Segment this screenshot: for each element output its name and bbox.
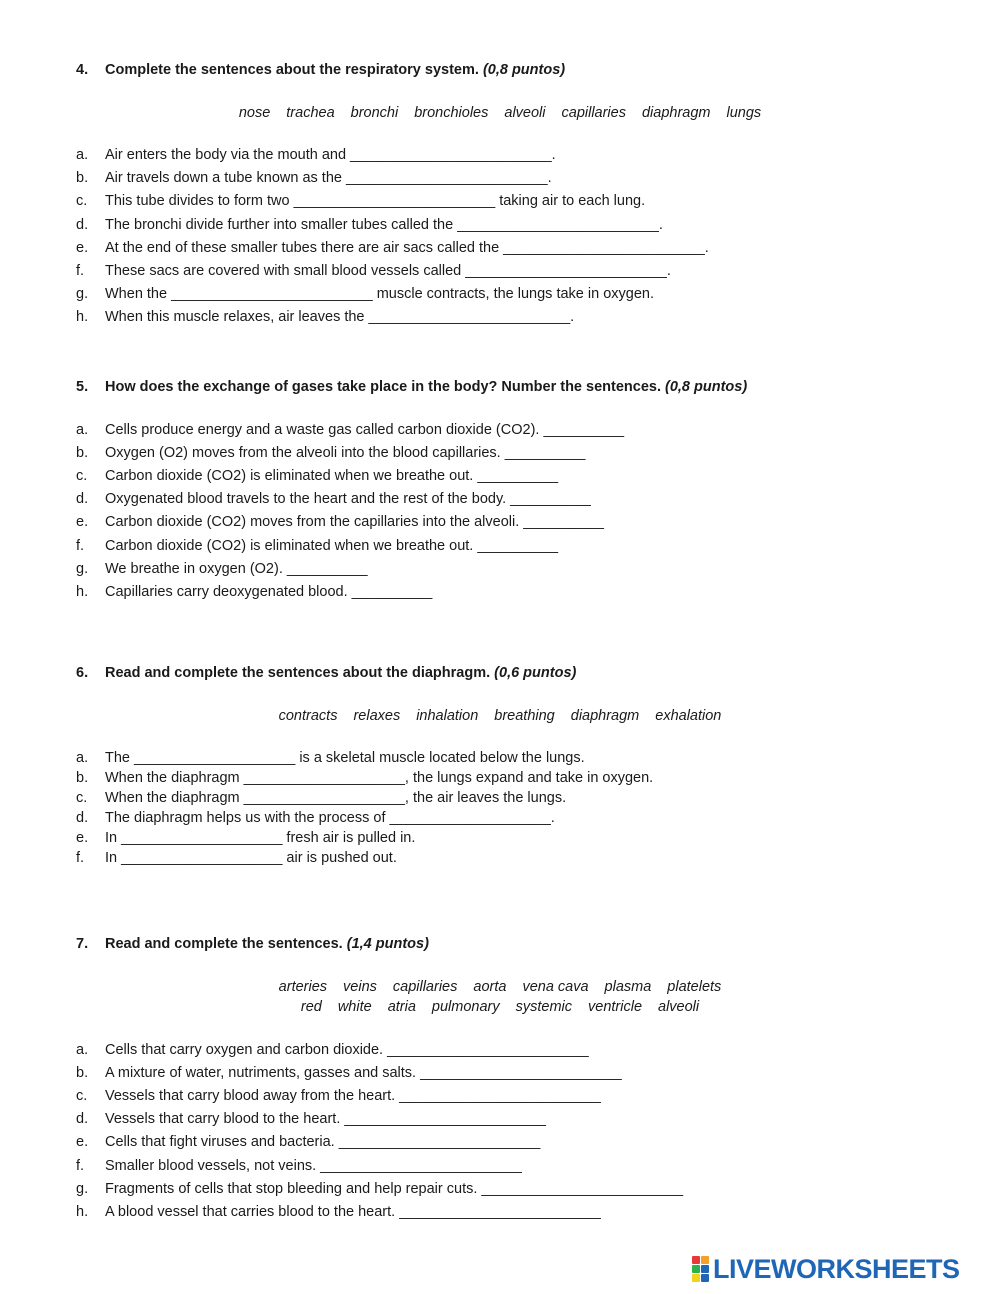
word-bank-q7-row2 bbox=[0, 999, 1000, 1015]
sentence-item bbox=[76, 170, 552, 186]
question-6-title bbox=[76, 665, 576, 681]
item-text: Oxygenated blood travels to the heart and the rest of the body. __________ bbox=[105, 491, 591, 508]
item-letter: a. bbox=[76, 147, 89, 163]
item-letter: d. bbox=[76, 810, 89, 826]
logo-square bbox=[701, 1274, 709, 1282]
word-bank-word: contracts bbox=[278, 708, 338, 724]
item-letter: b. bbox=[76, 170, 89, 187]
item-text: These sacs are covered with small blood vessels called _________________________. bbox=[105, 263, 671, 279]
item-text: In ____________________ fresh air is pulled in. bbox=[105, 830, 416, 846]
item-letter: h. bbox=[76, 1203, 89, 1220]
question-5-title bbox=[76, 379, 747, 395]
item-letter: f. bbox=[76, 263, 85, 279]
item-letter: b. bbox=[76, 445, 89, 462]
item-text: Capillaries carry deoxygenated blood. __________ bbox=[105, 583, 433, 600]
item-text: Cells produce energy and a waste gas called carbon dioxide (CO2). __________ bbox=[105, 422, 625, 438]
sentence-item bbox=[76, 309, 574, 325]
sentence-item bbox=[76, 790, 566, 806]
sentence-item bbox=[76, 217, 663, 233]
item-letter: h. bbox=[76, 309, 89, 326]
item-text: A blood vessel that carries blood to the heart. _________________________ bbox=[105, 1203, 601, 1220]
sentence-item bbox=[76, 1065, 622, 1081]
sentence-item bbox=[76, 263, 671, 279]
item-text: Carbon dioxide (CO2) is eliminated when we breathe out. __________ bbox=[105, 468, 559, 485]
item-letter: e. bbox=[76, 239, 89, 256]
item-text: Cells that fight viruses and bacteria. _________________________ bbox=[105, 1134, 541, 1151]
logo-square bbox=[701, 1256, 709, 1264]
question-points: (0,8 puntos) bbox=[482, 62, 566, 78]
item-text: Smaller blood vessels, not veins. _________________________ bbox=[105, 1157, 522, 1174]
item-text: Carbon dioxide (CO2) moves from the capillaries into the alveoli. __________ bbox=[105, 514, 604, 531]
sentence-item bbox=[76, 1088, 601, 1104]
sentence-item bbox=[76, 240, 709, 256]
word-bank-word: red bbox=[300, 999, 322, 1015]
word-bank-word: systemic bbox=[515, 999, 573, 1015]
item-letter: e. bbox=[76, 830, 89, 846]
item-text: The ____________________ is a skeletal muscle located below the lungs. bbox=[105, 750, 585, 766]
word-bank-word: ventricle bbox=[588, 999, 643, 1015]
item-text: We breathe in oxygen (O2). __________ bbox=[105, 560, 368, 577]
word-bank-word: diaphragm bbox=[641, 105, 711, 121]
item-letter: f. bbox=[76, 850, 85, 866]
word-bank-word: aorta bbox=[473, 979, 507, 995]
item-text: When the diaphragm ____________________, the air leaves the lungs. bbox=[105, 790, 567, 806]
question-points: (0,6 puntos) bbox=[494, 665, 577, 681]
sentence-item bbox=[76, 1134, 540, 1150]
item-letter: a. bbox=[76, 422, 89, 438]
question-text: Complete the sentences about the respiratory system. bbox=[105, 62, 479, 78]
sentence-item bbox=[76, 750, 585, 766]
item-letter: e. bbox=[76, 1134, 89, 1151]
sentence-item bbox=[76, 850, 397, 866]
item-text: Fragments of cells that stop bleeding and help repair cuts. _________________________ bbox=[105, 1180, 684, 1197]
question-number: 5. bbox=[76, 379, 89, 395]
question-text: Read and complete the sentences about the diaphragm. bbox=[105, 665, 491, 681]
logo-text: LIVEWORKSHEETS bbox=[713, 1254, 960, 1284]
sentence-item bbox=[76, 561, 368, 577]
question-points: (1,4 puntos) bbox=[346, 936, 429, 952]
word-bank-word: exhalation bbox=[655, 708, 722, 724]
word-bank-word: capillaries bbox=[561, 105, 626, 121]
item-letter: d. bbox=[76, 1111, 89, 1128]
question-text: Read and complete the sentences. bbox=[105, 936, 343, 952]
item-letter: g. bbox=[76, 286, 89, 303]
item-text: When this muscle relaxes, air leaves the _________________________. bbox=[105, 309, 575, 326]
item-text: Air travels down a tube known as the _________________________. bbox=[105, 170, 552, 187]
item-text: The bronchi divide further into smaller tubes called the _________________________. bbox=[105, 216, 663, 233]
word-bank-word: nose bbox=[238, 105, 271, 121]
item-text: Oxygen (O2) moves from the alveoli into the blood capillaries. __________ bbox=[105, 445, 586, 462]
item-letter: d. bbox=[76, 491, 89, 508]
sentence-item bbox=[76, 286, 654, 302]
item-text: Vessels that carry blood away from the heart. _________________________ bbox=[105, 1088, 601, 1105]
question-7-title bbox=[76, 936, 429, 952]
item-letter: g. bbox=[76, 1180, 89, 1197]
sentence-item bbox=[76, 491, 591, 507]
liveworksheets-logo bbox=[692, 1256, 960, 1282]
logo-square bbox=[692, 1274, 700, 1282]
word-bank-q6 bbox=[0, 708, 1000, 724]
word-bank-word: inhalation bbox=[416, 708, 479, 724]
sentence-item bbox=[76, 468, 558, 484]
sentence-item bbox=[76, 1042, 589, 1058]
item-text: Cells that carry oxygen and carbon dioxide. _________________________ bbox=[105, 1042, 589, 1058]
question-points: (0,8 puntos) bbox=[665, 379, 748, 395]
sentence-item bbox=[76, 810, 555, 826]
item-text: Carbon dioxide (CO2) is eliminated when we breathe out. __________ bbox=[105, 537, 559, 554]
sentence-item bbox=[76, 1158, 522, 1174]
word-bank-word: alveoli bbox=[658, 999, 700, 1015]
item-text: In ____________________ air is pushed out. bbox=[105, 850, 397, 866]
word-bank-word: trachea bbox=[286, 105, 335, 121]
word-bank-q7-row1 bbox=[0, 979, 1000, 995]
item-letter: c. bbox=[76, 1088, 88, 1105]
sentence-item bbox=[76, 147, 556, 163]
logo-mark-icon bbox=[692, 1256, 709, 1282]
word-bank-word: diaphragm bbox=[570, 708, 640, 724]
item-text: Vessels that carry blood to the heart. _________________________ bbox=[105, 1111, 546, 1128]
question-number: 4. bbox=[76, 62, 89, 78]
item-letter: c. bbox=[76, 193, 88, 210]
sentence-item bbox=[76, 514, 604, 530]
item-text: This tube divides to form two _________________________ taking air to each lung. bbox=[105, 193, 646, 210]
item-text: At the end of these smaller tubes there are air sacs called the _________________________. bbox=[105, 239, 709, 256]
item-text: The diaphragm helps us with the process of ____________________. bbox=[105, 810, 555, 826]
question-number: 7. bbox=[76, 936, 89, 952]
word-bank-word: breathing bbox=[494, 708, 555, 724]
question-text: How does the exchange of gases take place in the body? Number the sentences. bbox=[105, 379, 661, 395]
item-text: When the _________________________ muscle contracts, the lungs take in oxygen. bbox=[105, 286, 654, 303]
logo-square bbox=[692, 1265, 700, 1273]
logo-square bbox=[701, 1265, 709, 1273]
word-bank-word: white bbox=[337, 999, 372, 1015]
word-bank-q4 bbox=[0, 105, 1000, 121]
item-letter: b. bbox=[76, 770, 89, 786]
question-4-title bbox=[76, 62, 565, 78]
word-bank-word: vena cava bbox=[522, 979, 589, 995]
word-bank-word: pulmonary bbox=[431, 999, 500, 1015]
item-letter: b. bbox=[76, 1065, 89, 1082]
word-bank-word: alveoli bbox=[504, 105, 546, 121]
word-bank-word: bronchi bbox=[350, 105, 399, 121]
logo-square bbox=[692, 1256, 700, 1264]
word-bank-word: veins bbox=[343, 979, 377, 995]
question-number: 6. bbox=[76, 665, 89, 681]
word-bank-word: atria bbox=[387, 999, 416, 1015]
word-bank-word: capillaries bbox=[392, 979, 458, 995]
item-text: A mixture of water, nutriments, gasses and salts. _________________________ bbox=[105, 1065, 622, 1082]
sentence-item bbox=[76, 193, 645, 209]
sentence-item bbox=[76, 1181, 683, 1197]
item-letter: c. bbox=[76, 790, 88, 806]
item-letter: f. bbox=[76, 537, 85, 554]
item-letter: h. bbox=[76, 583, 89, 600]
sentence-item bbox=[76, 1204, 601, 1220]
sentence-item bbox=[76, 770, 653, 786]
word-bank-word: relaxes bbox=[353, 708, 401, 724]
item-letter: f. bbox=[76, 1157, 85, 1174]
sentence-item bbox=[76, 422, 624, 438]
sentence-item bbox=[76, 445, 585, 461]
item-letter: g. bbox=[76, 560, 89, 577]
sentence-item bbox=[76, 584, 432, 600]
item-letter: a. bbox=[76, 750, 89, 766]
item-letter: a. bbox=[76, 1042, 89, 1058]
word-bank-word: lungs bbox=[726, 105, 762, 121]
item-text: When the diaphragm ____________________, the lungs expand and take in oxygen. bbox=[105, 770, 654, 786]
word-bank-word: platelets bbox=[667, 979, 722, 995]
sentence-item bbox=[76, 1111, 546, 1127]
item-text: Air enters the body via the mouth and _________________________. bbox=[105, 147, 556, 163]
item-letter: c. bbox=[76, 468, 88, 485]
item-letter: e. bbox=[76, 514, 89, 531]
sentence-item bbox=[76, 538, 558, 554]
sentence-item bbox=[76, 830, 415, 846]
item-letter: d. bbox=[76, 216, 89, 233]
word-bank-word: arteries bbox=[278, 979, 328, 995]
word-bank-word: bronchioles bbox=[414, 105, 489, 121]
word-bank-word: plasma bbox=[604, 979, 652, 995]
